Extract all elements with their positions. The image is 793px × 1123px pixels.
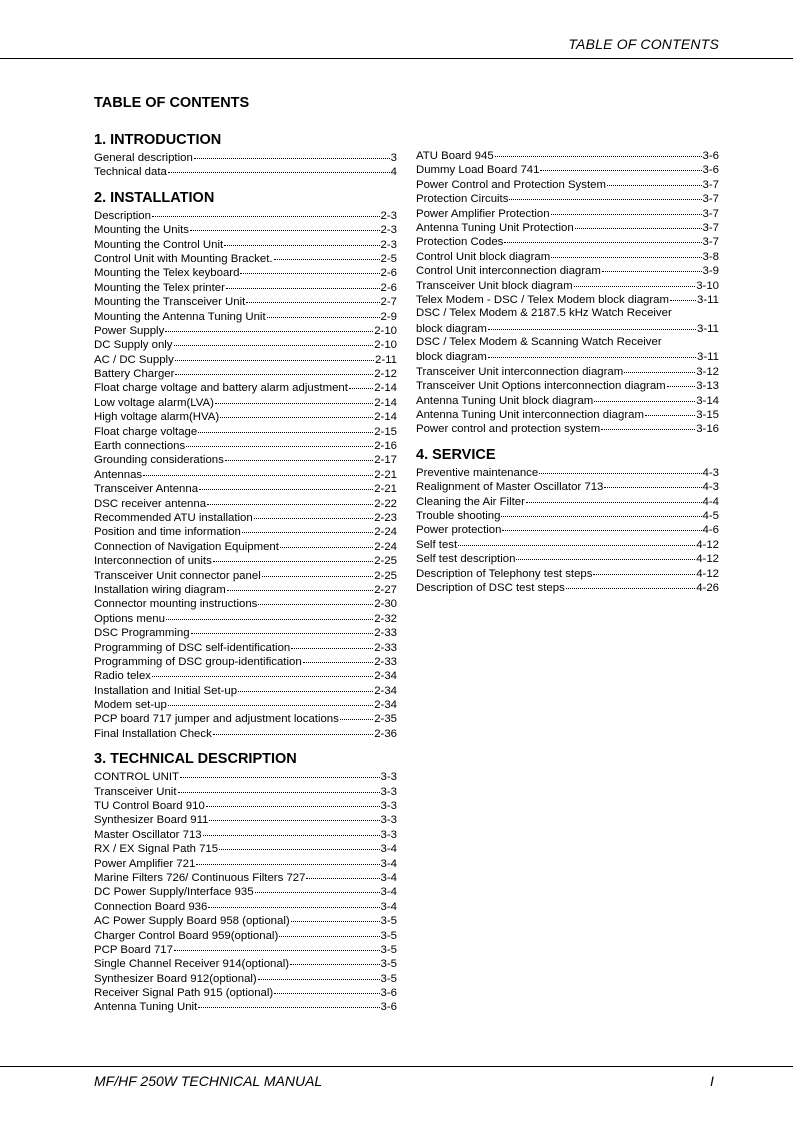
dot-leader bbox=[209, 810, 379, 821]
dot-leader bbox=[495, 146, 702, 157]
toc-entry-title: Programming of DSC self-identification bbox=[94, 641, 291, 654]
dot-leader bbox=[178, 782, 380, 793]
dot-leader bbox=[180, 767, 380, 778]
dot-leader bbox=[670, 290, 696, 301]
toc-entry-page: 3-7 bbox=[702, 236, 719, 249]
dot-leader bbox=[306, 868, 379, 879]
toc-entry-title: DSC Programming bbox=[94, 627, 190, 640]
toc-entry-title: Dummy Load Board 741 bbox=[416, 164, 540, 177]
toc-entry-title: Float charge voltage and battery alarm adjustment bbox=[94, 382, 348, 395]
dot-leader bbox=[267, 307, 380, 318]
toc-entry-title: Installation and Initial Set-up bbox=[94, 684, 238, 697]
toc-entry-title-line: DSC / Telex Modem & 2187.5 kHz Watch Receiver bbox=[416, 307, 672, 320]
toc-entry-title: General description bbox=[94, 152, 193, 164]
toc-entry-page: 3-16 bbox=[696, 423, 719, 436]
dot-leader bbox=[504, 232, 701, 243]
toc-entry-title: Battery Charger bbox=[94, 368, 175, 381]
toc-entry-page: 2-24 bbox=[374, 526, 397, 539]
toc-entry-title: Control Unit block diagram bbox=[416, 250, 551, 263]
dot-leader bbox=[152, 666, 373, 677]
toc-entry-title: Description bbox=[94, 209, 151, 222]
dot-leader bbox=[280, 537, 373, 548]
toc-entry-title: Protection Codes bbox=[416, 236, 504, 249]
dot-leader bbox=[607, 175, 702, 186]
toc-entry[interactable] bbox=[94, 726, 397, 740]
toc-entry-row bbox=[94, 164, 397, 178]
toc-entry-page: 2-32 bbox=[374, 612, 397, 625]
dot-leader bbox=[488, 319, 696, 330]
toc-entry-title: Transceiver Unit block diagram bbox=[416, 279, 573, 292]
toc-entry-page: 3-3 bbox=[380, 814, 397, 827]
toc-entry-title: Transceiver Unit bbox=[94, 785, 177, 798]
toc-entry-title: Cleaning the Air Filter bbox=[416, 495, 525, 508]
toc-entry-title: Antennas bbox=[94, 468, 143, 481]
toc-entry-row bbox=[416, 292, 719, 306]
toc-entry-page: 3-6 bbox=[380, 1001, 397, 1014]
toc-entry-page: 3-5 bbox=[380, 943, 397, 956]
toc-entry-title: PCP Board 717 bbox=[94, 943, 173, 956]
toc-entry-title: Marine Filters 726/ Continuous Filters 727 bbox=[94, 871, 306, 884]
dot-leader bbox=[227, 580, 373, 591]
toc-entry-page: 2-36 bbox=[374, 727, 397, 740]
toc-entry-page: 2-22 bbox=[374, 497, 397, 510]
dot-leader bbox=[566, 578, 695, 589]
running-footer bbox=[0, 1066, 793, 1123]
toc-entry-page: 2-6 bbox=[380, 267, 397, 280]
toc-entry-title: Programming of DSC group-identification bbox=[94, 655, 302, 668]
toc-entry-row bbox=[416, 321, 719, 335]
toc-entry-page: 3-4 bbox=[380, 871, 397, 884]
toc-entry-page: 4-26 bbox=[696, 581, 719, 594]
toc-entry-row bbox=[94, 726, 397, 740]
toc-entry-title: Interconnection of units bbox=[94, 555, 212, 568]
dot-leader bbox=[509, 189, 701, 200]
toc-entry[interactable] bbox=[416, 421, 719, 435]
toc-entry-page: 2-11 bbox=[375, 353, 397, 366]
toc-entry-title: Synthesizer Board 911 bbox=[94, 814, 209, 827]
dot-leader bbox=[526, 492, 702, 503]
toc-entry-page: 3-15 bbox=[696, 409, 719, 422]
dot-leader bbox=[254, 508, 373, 519]
dot-leader bbox=[242, 522, 373, 533]
dot-leader bbox=[604, 477, 701, 488]
toc-entry-page: 2-34 bbox=[374, 670, 397, 683]
toc-entry-title: Telex Modem - DSC / Telex Modem block diagram bbox=[416, 293, 670, 306]
dot-leader bbox=[196, 854, 379, 865]
toc-entry-title: Preventive maintenance bbox=[416, 466, 539, 479]
toc-entry-page: 3-7 bbox=[702, 178, 719, 191]
dot-leader bbox=[198, 997, 379, 1008]
toc-entry-page: 3-6 bbox=[380, 987, 397, 1000]
toc-entry-title: Float charge voltage bbox=[94, 425, 198, 438]
dot-leader bbox=[258, 969, 380, 980]
dot-leader bbox=[220, 407, 373, 418]
toc-entry-page: 3-9 bbox=[702, 265, 719, 278]
toc-entry[interactable] bbox=[416, 306, 719, 335]
dot-leader bbox=[594, 391, 695, 402]
dot-leader bbox=[575, 218, 702, 229]
dot-leader bbox=[219, 839, 379, 850]
toc-entry-title: DC Supply only bbox=[94, 339, 173, 352]
toc-entry-page: 2-21 bbox=[374, 468, 397, 481]
toc-entry-row bbox=[94, 999, 397, 1013]
dot-leader bbox=[225, 450, 373, 461]
footer-page-number: I bbox=[710, 1073, 714, 1089]
toc-entry-page: 2-24 bbox=[374, 540, 397, 553]
toc-entry-list bbox=[416, 148, 719, 436]
toc-entry-page: 2-10 bbox=[374, 339, 397, 352]
dot-leader bbox=[667, 376, 696, 387]
dot-leader bbox=[191, 623, 374, 634]
toc-entry-page: 4-3 bbox=[702, 466, 719, 479]
toc-entry-row bbox=[416, 421, 719, 435]
toc-entry[interactable] bbox=[94, 999, 397, 1013]
toc-entry-title: Charger Control Board 959(optional) bbox=[94, 929, 279, 942]
toc-entry-title: Final Installation Check bbox=[94, 727, 212, 740]
toc-entry-title: block diagram bbox=[416, 351, 487, 364]
toc-entry-title: Description of DSC test steps bbox=[416, 581, 565, 594]
toc-entry-title: AC / DC Supply bbox=[94, 353, 174, 366]
toc-entry-page: 3-5 bbox=[380, 929, 397, 942]
toc-entry-title: Description of Telephony test steps bbox=[416, 567, 593, 580]
toc-entry-page: 3-3 bbox=[380, 771, 397, 784]
toc-entry-title: Trouble shooting bbox=[416, 509, 501, 522]
toc-entry-page: 3-4 bbox=[380, 843, 397, 856]
toc-entry-page: 3-11 bbox=[697, 322, 719, 335]
dot-leader bbox=[501, 506, 701, 517]
section-title: 3. TECHNICAL DESCRIPTION bbox=[94, 751, 297, 768]
toc-entry-page: 4-5 bbox=[702, 509, 719, 522]
toc-entry-title: Installation wiring diagram bbox=[94, 583, 226, 596]
dot-leader bbox=[213, 551, 373, 562]
toc-entry-title: Transceiver Unit interconnection diagram bbox=[416, 365, 624, 378]
toc-entry-title: Transceiver Unit connector panel bbox=[94, 569, 261, 582]
toc-entry-page: 2-3 bbox=[380, 238, 397, 251]
dot-leader bbox=[291, 638, 373, 649]
dot-leader bbox=[238, 681, 373, 692]
toc-entry-title: Radio telex bbox=[94, 670, 151, 683]
toc-entry-page: 2-14 bbox=[374, 411, 397, 424]
toc-entry-title: Power Amplifier 721 bbox=[94, 857, 196, 870]
toc-entry-page: 2-34 bbox=[374, 699, 397, 712]
section-title: 4. SERVICE bbox=[416, 446, 496, 463]
toc-entry-title: CONTROL UNIT bbox=[94, 771, 180, 784]
dot-leader bbox=[174, 940, 380, 951]
toc-entry-list bbox=[94, 208, 397, 740]
dot-leader bbox=[174, 335, 374, 346]
dot-leader bbox=[165, 321, 373, 332]
toc-entry-page: 2-33 bbox=[374, 627, 397, 640]
toc-entry-list bbox=[94, 150, 397, 179]
toc-entry-list bbox=[94, 769, 397, 1014]
toc-entry-title: Modem set-up bbox=[94, 699, 167, 712]
toc-entry-title: RX / EX Signal Path 715 bbox=[94, 843, 219, 856]
toc-entry-title: Power Amplifier Protection bbox=[416, 207, 550, 220]
toc-left-column bbox=[94, 131, 397, 1014]
toc-entry-title: Antenna Tuning Unit block diagram bbox=[416, 394, 594, 407]
toc-entry-page: 3-6 bbox=[702, 164, 719, 177]
toc-entry-title: Single Channel Receiver 914(optional) bbox=[94, 958, 290, 971]
dot-leader bbox=[624, 362, 695, 373]
toc-entry-title: Receiver Signal Path 915 (optional) bbox=[94, 987, 274, 1000]
toc-entry-title: Power Supply bbox=[94, 324, 165, 337]
toc-entry-title: Connection of Navigation Equipment bbox=[94, 540, 279, 553]
toc-right-column bbox=[416, 148, 719, 594]
toc-entry[interactable] bbox=[94, 164, 397, 178]
dot-leader bbox=[240, 263, 379, 274]
toc-entry-title: Mounting the Transceiver Unit bbox=[94, 296, 246, 309]
toc-entry-page: 2-3 bbox=[380, 209, 397, 222]
toc-entry-title: Earth connections bbox=[94, 440, 186, 453]
dot-leader bbox=[551, 204, 702, 215]
dot-leader bbox=[488, 347, 696, 358]
toc-entry-row bbox=[416, 580, 719, 594]
toc-entry-page: 2-27 bbox=[374, 583, 397, 596]
dot-leader bbox=[262, 566, 373, 577]
toc-entry-page: 3-3 bbox=[380, 800, 397, 813]
toc-entry-title-line: DSC / Telex Modem & Scanning Watch Receiver bbox=[416, 336, 662, 349]
toc-entry-title: Transceiver Antenna bbox=[94, 483, 199, 496]
dot-leader bbox=[175, 364, 373, 375]
dot-leader bbox=[574, 276, 696, 287]
toc-entry-page: 3 bbox=[390, 152, 397, 164]
toc-entry-title: DSC receiver antenna bbox=[94, 497, 207, 510]
running-header-title: TABLE OF CONTENTS bbox=[568, 36, 719, 52]
toc-entry-page: 2-17 bbox=[374, 454, 397, 467]
toc-entry-page: 3-5 bbox=[380, 915, 397, 928]
toc-entry-page: 3-7 bbox=[702, 221, 719, 234]
toc-entry-page: 4-4 bbox=[702, 495, 719, 508]
toc-entry-title: DC Power Supply/Interface 935 bbox=[94, 886, 254, 899]
toc-entry-page: 3-4 bbox=[380, 900, 397, 913]
toc-entry-page: 2-3 bbox=[380, 224, 397, 237]
toc-section-technical-description-continued bbox=[416, 148, 719, 436]
toc-entry-page: 3-11 bbox=[697, 293, 719, 306]
dot-leader bbox=[207, 494, 373, 505]
dot-leader bbox=[175, 350, 374, 361]
toc-entry-title: Antenna Tuning Unit bbox=[94, 1001, 198, 1014]
dot-leader bbox=[340, 709, 373, 720]
toc-entry-page: 2-34 bbox=[374, 684, 397, 697]
running-header bbox=[0, 0, 793, 59]
toc-entry-page: 4-3 bbox=[702, 481, 719, 494]
toc-entry-title: Antenna Tuning Unit interconnection diagram bbox=[416, 409, 644, 422]
toc-entry-title: Transceiver Unit Options interconnection diagram bbox=[416, 380, 666, 393]
toc-entry-page: 2-15 bbox=[374, 425, 397, 438]
toc-entry-page: 3-3 bbox=[380, 828, 397, 841]
toc-entry-page: 4 bbox=[390, 166, 397, 179]
dot-leader bbox=[213, 724, 373, 735]
dot-leader bbox=[540, 160, 701, 171]
toc-entry-page: 3-7 bbox=[702, 193, 719, 206]
dot-leader bbox=[258, 594, 373, 605]
toc-entry-title: Self test bbox=[416, 538, 458, 551]
toc-entry-page: 3-11 bbox=[697, 351, 719, 364]
toc-entry-title: Control Unit with Mounting Bracket. bbox=[94, 252, 273, 265]
toc-entry-page: 3-13 bbox=[696, 380, 719, 393]
dot-leader bbox=[168, 162, 390, 173]
toc-entry-page: 2-33 bbox=[374, 641, 397, 654]
dot-leader bbox=[593, 564, 695, 575]
toc-entry-page: 2-6 bbox=[380, 281, 397, 294]
dot-leader bbox=[458, 535, 695, 546]
toc-entry-title: Connector mounting instructions bbox=[94, 598, 258, 611]
toc-entry-page: 3-4 bbox=[380, 857, 397, 870]
dot-leader bbox=[152, 206, 380, 217]
toc-entry-title: High voltage alarm(HVA) bbox=[94, 411, 220, 424]
toc-entry-list bbox=[416, 465, 719, 595]
toc-entry-title: PCP board 717 jumper and adjustment locations bbox=[94, 713, 339, 726]
toc-entry-page: 2-25 bbox=[374, 555, 397, 568]
toc-entry-page: 2-21 bbox=[374, 483, 397, 496]
toc-entry-page: 3-12 bbox=[696, 365, 719, 378]
toc-section-introduction bbox=[94, 131, 397, 179]
toc-entry-page: 2-9 bbox=[380, 310, 397, 323]
dot-leader bbox=[203, 825, 380, 836]
dot-leader bbox=[224, 235, 379, 246]
dot-leader bbox=[143, 465, 373, 476]
dot-leader bbox=[274, 983, 379, 994]
toc-entry-title: Realignment of Master Oscillator 713 bbox=[416, 481, 604, 494]
dot-leader bbox=[194, 148, 390, 159]
toc-entry-page: 2-10 bbox=[374, 324, 397, 337]
toc-entry-page: 4-6 bbox=[702, 524, 719, 537]
toc-entry-title: Mounting the Telex printer bbox=[94, 281, 225, 294]
toc-entry-page: 3-7 bbox=[702, 207, 719, 220]
toc-entry-page: 2-35 bbox=[374, 713, 397, 726]
toc-entry-title: TU Control Board 910 bbox=[94, 800, 205, 813]
toc-entry-title: ATU Board 945 bbox=[416, 150, 494, 162]
toc-entry-page: 3-8 bbox=[702, 250, 719, 263]
dot-leader bbox=[290, 954, 380, 965]
dot-leader bbox=[199, 479, 373, 490]
toc-entry-page: 2-7 bbox=[380, 296, 397, 309]
toc-entry-title: Low voltage alarm(LVA) bbox=[94, 396, 214, 409]
toc-entry-title: Control Unit interconnection diagram bbox=[416, 265, 601, 278]
toc-entry[interactable] bbox=[416, 335, 719, 364]
toc-section-service bbox=[416, 446, 719, 595]
toc-entry-title: AC Power Supply Board 958 (optional) bbox=[94, 915, 290, 928]
toc-entry-page: 3-5 bbox=[380, 972, 397, 985]
toc-entry-page: 3-5 bbox=[380, 958, 397, 971]
toc-entry-page: 2-5 bbox=[380, 252, 397, 265]
toc-entry-page: 4-12 bbox=[696, 553, 719, 566]
dot-leader bbox=[601, 419, 695, 430]
dot-leader bbox=[255, 882, 380, 893]
toc-entry-page: 2-23 bbox=[374, 511, 397, 524]
dot-leader bbox=[198, 422, 373, 433]
dot-leader bbox=[168, 695, 373, 706]
toc-entry-title: Antenna Tuning Unit Protection bbox=[416, 221, 574, 234]
toc-entry-page: 2-16 bbox=[374, 440, 397, 453]
footer-manual-title: MF/HF 250W TECHNICAL MANUAL bbox=[94, 1073, 323, 1089]
toc-entry-page: 2-30 bbox=[374, 598, 397, 611]
dot-leader bbox=[206, 796, 380, 807]
toc-entry-page: 2-33 bbox=[374, 655, 397, 668]
toc-entry[interactable] bbox=[416, 580, 719, 594]
toc-section-technical-description bbox=[94, 750, 397, 1014]
toc-entry-title: Self test description bbox=[416, 553, 516, 566]
page-title: TABLE OF CONTENTS bbox=[94, 95, 250, 111]
toc-entry-title: Technical data bbox=[94, 166, 167, 179]
toc-entry-page: 2-25 bbox=[374, 569, 397, 582]
toc-entry-title: block diagram bbox=[416, 322, 487, 335]
toc-section-installation bbox=[94, 189, 397, 740]
dot-leader bbox=[303, 652, 374, 663]
toc-entry-page: 2-12 bbox=[374, 368, 397, 381]
dot-leader bbox=[291, 911, 380, 922]
toc-entry-page: 2-14 bbox=[374, 382, 397, 395]
toc-entry-title: Protection Circuits bbox=[416, 193, 509, 206]
dot-leader bbox=[246, 292, 379, 303]
toc-entry-page: 3-14 bbox=[696, 394, 719, 407]
toc-entry-title: Power control and protection system bbox=[416, 423, 601, 436]
dot-leader bbox=[226, 278, 380, 289]
toc-entry-page: 3-4 bbox=[380, 886, 397, 899]
dot-leader bbox=[215, 393, 373, 404]
toc-entry-title: Mounting the Telex keyboard bbox=[94, 267, 240, 280]
toc-entry-page: 2-14 bbox=[374, 396, 397, 409]
dot-leader bbox=[602, 261, 702, 272]
toc-entry-page: 3-6 bbox=[702, 150, 719, 162]
toc-entry-title: Power Control and Protection System bbox=[416, 178, 606, 191]
toc-entry-title: Connection Board 936 bbox=[94, 900, 208, 913]
dot-leader bbox=[349, 378, 373, 389]
dot-leader bbox=[166, 609, 373, 620]
dot-leader bbox=[274, 249, 380, 260]
toc-entry-title: Mounting the Control Unit bbox=[94, 238, 224, 251]
toc-entry[interactable] bbox=[416, 292, 719, 306]
dot-leader bbox=[551, 247, 701, 258]
toc-entry-title: Grounding considerations bbox=[94, 454, 224, 467]
toc-entry-title: Master Oscillator 713 bbox=[94, 828, 202, 841]
dot-leader bbox=[645, 405, 695, 416]
toc-entry-page: 3-10 bbox=[696, 279, 719, 292]
section-title: 2. INSTALLATION bbox=[94, 189, 215, 206]
dot-leader bbox=[208, 897, 379, 908]
section-title: 1. INTRODUCTION bbox=[94, 132, 222, 148]
toc-entry-page: 4-12 bbox=[696, 538, 719, 551]
toc-entry-title: Synthesizer Board 912(optional) bbox=[94, 972, 257, 985]
toc-entry-page: 3-3 bbox=[380, 785, 397, 798]
toc-entry-title: Recommended ATU installation bbox=[94, 511, 253, 524]
dot-leader bbox=[502, 520, 701, 531]
dot-leader bbox=[516, 549, 695, 560]
toc-entry-page: 4-12 bbox=[696, 567, 719, 580]
toc-entry-title: Options menu bbox=[94, 612, 165, 625]
dot-leader bbox=[539, 463, 701, 474]
dot-leader bbox=[190, 220, 380, 231]
toc-entry-title: Position and time information bbox=[94, 526, 241, 539]
toc-entry-title: Power protection bbox=[416, 524, 502, 537]
dot-leader bbox=[186, 436, 373, 447]
toc-entry-title: Mounting the Units bbox=[94, 224, 189, 237]
dot-leader bbox=[279, 926, 379, 937]
toc-entry-title: Mounting the Antenna Tuning Unit bbox=[94, 310, 266, 323]
